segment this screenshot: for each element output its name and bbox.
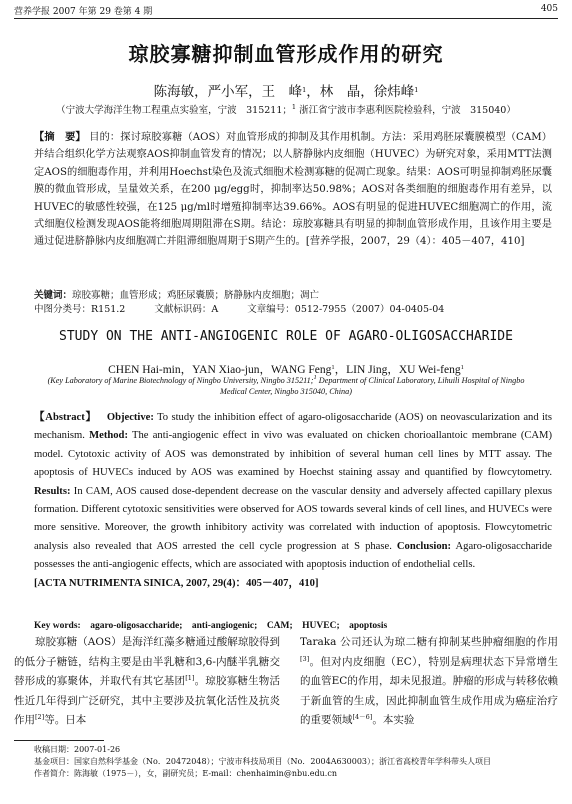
ref-1[interactable]: [1] xyxy=(185,674,195,682)
en-authors-part1: CHEN Hai-min，YAN Xiao-jun，WANG Feng xyxy=(108,364,332,376)
method-label: Method: xyxy=(89,430,128,442)
en-authors-part2: ，LIN Jing，XU Wei-feng xyxy=(334,364,461,376)
ref-4-6[interactable]: [4－6] xyxy=(352,713,373,721)
ref-2[interactable]: [2] xyxy=(35,713,45,721)
affiliation-2: 浙江省宁波市李惠利医院检验科，宁波 315040） xyxy=(299,105,516,116)
english-affiliation xyxy=(0,375,572,397)
page-number: 405 xyxy=(540,4,558,14)
author-sup-2: 1 xyxy=(414,86,419,94)
journal-issue: 营养学报 2007 年第 29 卷第 4 期 xyxy=(14,7,153,17)
objective-text: To study the inhibition effect of agaro-oligosaccharide (AOS) on neovascularization and its mechanism. xyxy=(34,412,552,442)
affiliation-sup: 1 xyxy=(291,103,297,111)
received-date: 收稿日期：2007-01-26 xyxy=(34,745,121,754)
affiliation xyxy=(0,102,572,116)
chinese-keywords xyxy=(34,287,554,301)
en-author-sup-2: 1 xyxy=(460,364,464,371)
zh-keywords-text: 琼胶寡糖；血管形成；鸡胚尿囊膜；脐静脉内皮细胞；凋亡 xyxy=(72,290,320,301)
en-affiliation-1: (Key Laboratory of Marine Biotechnology of Ningbo University, Ningbo 315211; xyxy=(47,376,314,385)
footnote-rule xyxy=(14,740,104,741)
en-affiliation-3: Medical Center, Ningbo 315040, China) xyxy=(220,387,352,396)
english-abstract xyxy=(34,409,552,593)
paper-title: 琼胶寡糖抑制血管形成作用的研究 xyxy=(128,42,444,66)
body-right-text-2: 。但对内皮细胞（EC），特别是病理状态下异常增生的血管EC的作用，却未见报道。肿瘤的形成与转移依赖于新血管的生成，因此抑制血管生成作用成为癌症治疗的重要领域 xyxy=(300,655,558,726)
chinese-abstract xyxy=(34,129,552,251)
en-affiliation-sup: 1 xyxy=(313,374,317,381)
en-author-sup-1: 1 xyxy=(331,364,335,371)
body-left-text-3: 等。日本 xyxy=(44,714,87,726)
results-text: In CAM, AOS caused dose-dependent decrease on the vascular density and adversely affected capillary plexus formation. Different cytotoxic sensitivities were observed for AOS towards several kinds of cell lines, and HUVECs were more sensitive. Moreover, the growth inhibitory activity was correlated with induction of apoptosis. Flowcytometric analysis also revealed that AOS arrested the cell cycle progression at S phase. xyxy=(34,485,552,552)
authors-part2: ，林 晶，徐炜峰 xyxy=(306,84,415,100)
en-citation: [ACTA NUTRIMENTA SINICA, 2007, 29(4)：405－407，410] xyxy=(34,577,319,589)
english-title: STUDY ON THE ANTI-ANGIOGENIC ROLE OF AGARO-OLIGOSACCHARIDE xyxy=(59,329,513,344)
article-number: 文章编号：0512-7955（2007）04-0405-04 xyxy=(247,304,445,315)
footnotes xyxy=(34,744,558,780)
affiliation-1: （宁波大学海洋生物工程重点实验室，宁波 315211； xyxy=(56,105,292,116)
method-text: The anti-angiogenic effect in vivo was evaluated on chicken chorioallantoic membrane (CAM) model. Cytotoxic activity of AOS was demonstrated by inhibition of several human cell lines by MTT assay. The apoptosis of HUVECs induced by AOS was examined by Hoechst staining assay and quantified by flowcytometry. xyxy=(34,430,553,479)
running-header xyxy=(14,4,558,16)
body-left-text-2: 。琼胶寡糖生物活性近几年得到广泛研究，其中主要涉及抗氧化活性及抗炎作用 xyxy=(14,675,280,726)
author-sup-1: 1 xyxy=(302,86,307,94)
document-code: 文献标识码：A xyxy=(154,304,219,315)
objective-label: Objective: xyxy=(106,412,154,423)
en-abstract-label: 【Abstract】 xyxy=(34,412,97,423)
en-affiliation-2: Department of Clinical Laboratory, Lihuili Hospital of Ningbo xyxy=(318,376,525,385)
zh-abstract-text: 目的：探讨琼胶寡糖（AOS）对血管形成的抑制及其作用机制。方法：采用鸡胚尿囊膜模型（CAM）并结合组织化学方法观察AOS抑制血管发育的情况；以人脐静脉内皮细胞（HUVEC）为研究对象，采用MTT法测定AOS的细胞毒作用，并利用Hoechst染色及流式细胞术检测寡糖的促凋亡现象。结果：AOS可明显抑制鸡胚尿囊膜的微血管形成，呈量效关系，在200 μg/egg时，抑制率达50.98%；AOS对各类细胞的细胞毒作用有差异，以HUVEC的敏感性较强，在125 μg/ml时增殖抑制率达39.66%。AOS有明显的促进HUVEC细胞凋亡的作用，流式细胞仪检测发现AOS能将细胞周期阻滞在S期。结论：琼胶寡糖具有明显的抑制血管形成作用，且该作用主要是通过促进脐静脉内皮细胞凋亡并阻滞细胞周期于S期产生的。[营养学报，2007，29（4）：405－407，410] xyxy=(34,132,552,248)
body-right-column xyxy=(300,633,558,731)
authors-part1: 陈海敏，严小军，王 峰 xyxy=(153,84,303,100)
ref-3[interactable]: [3] xyxy=(300,654,310,663)
author-bio: 作者简介：陈海敏（1975－），女，副研究员；E-mail：chenhaimin@nbu.edu.cn xyxy=(34,769,337,778)
zh-abstract-label: 【摘 要】 xyxy=(34,131,86,143)
body-left-column xyxy=(14,633,280,731)
header-rule xyxy=(14,18,558,19)
english-keywords: Key words: agaro-oligosaccharide; anti-angiogenic; CAM; HUVEC; apoptosis xyxy=(34,621,388,631)
body-right-text-3: 。本实验 xyxy=(372,714,415,726)
body-right-text-1: Taraka 公司还认为琼二糖有抑制某些肿瘤细胞的作用 xyxy=(300,636,558,648)
results-label: Results: xyxy=(34,485,71,497)
body-left-text-1: 琼胶寡糖（AOS）是海洋红藻多糖通过酸解琼胶得到的低分子糖链，结构主要是由半乳糖和3,6-内醚半乳糖交替形成的寡聚体，并取代有其它基团 xyxy=(14,636,280,687)
conclusion-label: Conclusion: xyxy=(396,540,452,552)
classification-line xyxy=(34,301,554,315)
conclusion-text: Agaro-oligosaccharide possesses the anti-angiogenic effects, which are associated with apoptosis induction of endothelial cells. xyxy=(34,540,552,571)
funding-info: 基金项目：国家自然科学基金（No．20472048）；宁波市科技局项目（No．2004A630003）；浙江省高校青年学科带头人项目 xyxy=(34,757,492,766)
zh-keywords-label: 关键词： xyxy=(34,290,73,301)
author-list xyxy=(0,80,572,100)
clc-number: 中图分类号：R151.2 xyxy=(34,304,126,315)
